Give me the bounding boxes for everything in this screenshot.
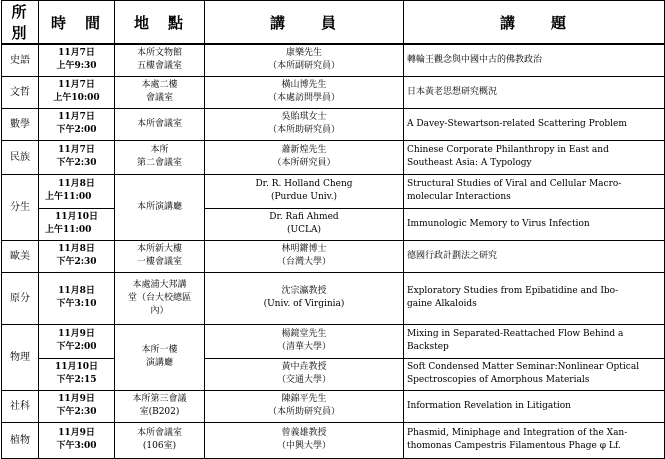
speaker-affiliation: (UCLA)	[287, 225, 321, 235]
place-cell	[115, 390, 205, 422]
topic-cell: A Davey-Stewartson-related Scattering Problem	[404, 108, 665, 140]
time-cell	[39, 390, 115, 422]
place-cell	[115, 422, 205, 458]
speaker-name: Dr. R. Holland Cheng	[255, 179, 353, 189]
place-cell	[115, 76, 205, 108]
place-text: 堂（台大校總區	[127, 292, 191, 303]
speaker-cell	[205, 208, 404, 240]
speaker-cell	[205, 272, 404, 324]
time-text: 下午2:30	[56, 158, 97, 168]
topic-cell	[404, 174, 665, 208]
place-text: 本所一樓	[141, 345, 178, 355]
time-cell	[39, 324, 115, 358]
topic-cell	[404, 422, 665, 458]
speaker-affiliation: (Purdue Univ.)	[270, 192, 338, 202]
place-text: 本所	[150, 145, 169, 155]
place-text: 五樓會議室	[136, 61, 182, 72]
speaker-affiliation: （台灣大學）	[276, 257, 331, 267]
speaker-cell	[205, 174, 404, 208]
speaker-name: 曾義雄教授	[281, 428, 327, 438]
place-cell	[115, 240, 205, 272]
table-row	[2, 44, 665, 76]
topic-text: Phasmid, Miniphage and Integration of the Xan-	[407, 428, 628, 438]
time-text: 下午2:15	[56, 375, 97, 385]
speaker-name: Dr. Rafi Ahmed	[269, 212, 339, 222]
speaker-cell	[205, 44, 404, 76]
place-text: 一樓會議室	[136, 257, 182, 267]
time-text: 下午2:00	[56, 342, 97, 352]
place-cell	[115, 108, 205, 140]
place-cell	[115, 324, 205, 390]
topic-cell: 德國行政計劃法之研究	[404, 240, 665, 272]
place-cell: 本所演講廳	[115, 174, 205, 240]
dept-cell: 史語	[2, 44, 39, 76]
topic-cell	[404, 140, 665, 174]
dept-cell: 民族	[2, 140, 39, 174]
topic-text: thomonas Campestris Filamentous Phage φ Lf.	[407, 441, 621, 451]
table-row	[2, 324, 665, 358]
speaker-name: 沈宗瀛教授	[281, 286, 327, 296]
header-dept: 所別	[2, 1, 39, 45]
time-cell	[39, 44, 115, 76]
time-cell	[39, 108, 115, 140]
speaker-affiliation: （本處訪問學員）	[267, 93, 340, 103]
table-row	[2, 108, 665, 140]
speaker-affiliation: （交通大學）	[276, 375, 331, 385]
place-text: 內）	[150, 305, 169, 316]
place-text: 會議室	[145, 93, 173, 103]
topic-text: Spectroscopies of Amorphous Materials	[407, 375, 590, 385]
time-text: 下午3:10	[56, 299, 97, 309]
speaker-affiliation: （清華大學）	[276, 342, 331, 352]
place-cell	[115, 44, 205, 76]
time-text: 上午11:00	[45, 225, 92, 235]
time-cell	[39, 422, 115, 458]
speaker-name: 蕭新煌先生	[281, 145, 327, 155]
header-row	[2, 1, 665, 45]
topic-text: Chinese Corporate Philanthropy in East and	[407, 145, 609, 155]
place-text: (106室)	[142, 441, 177, 451]
topic-cell	[404, 324, 665, 358]
table-row	[2, 240, 665, 272]
speaker-affiliation: （本所助研究員）	[267, 125, 340, 135]
header-place: 地 點	[115, 1, 205, 45]
speaker-affiliation: (Univ. of Virginia)	[263, 299, 345, 309]
table-row	[2, 422, 665, 458]
topic-cell: Information Revelation in Litigation	[404, 390, 665, 422]
speaker-cell	[205, 358, 404, 390]
time-text: 上午10:00	[53, 93, 100, 103]
date-text: 11月10日	[54, 212, 99, 222]
time-text: 上午11:00	[45, 192, 92, 202]
speaker-cell	[205, 390, 404, 422]
date-text: 11月8日	[58, 286, 95, 296]
time-text: 上午9:30	[56, 61, 97, 72]
topic-text: gaine Alkaloids	[407, 299, 477, 309]
header-topic: 講 題	[404, 1, 665, 45]
topic-cell	[404, 358, 665, 390]
dept-cell: 原分	[2, 272, 39, 324]
speaker-cell	[205, 76, 404, 108]
speaker-cell	[205, 422, 404, 458]
place-text: 本所第三會議	[132, 394, 187, 404]
topic-cell	[404, 272, 665, 324]
speaker-affiliation: （本所助研究員）	[267, 407, 340, 417]
speaker-name: 黃中垚教授	[281, 362, 327, 372]
speaker-name: 康樂先生	[285, 48, 322, 59]
topic-text: Soft Condensed Matter Seminar:Nonlinear Optical	[407, 362, 640, 372]
time-text: 下午2:00	[56, 125, 97, 135]
speaker-cell	[205, 108, 404, 140]
place-text: 室(B202)	[139, 407, 180, 417]
speaker-name: 楊鏡堂先生	[281, 329, 327, 339]
place-text: 第二會議室	[136, 158, 182, 168]
dept-cell: 數學	[2, 108, 39, 140]
date-text: 11月9日	[58, 428, 95, 438]
table-row	[2, 390, 665, 422]
date-text: 11月7日	[58, 48, 95, 59]
time-cell	[39, 174, 115, 208]
speaker-cell	[205, 140, 404, 174]
time-cell	[39, 240, 115, 272]
dept-cell: 物理	[2, 324, 39, 390]
time-cell	[39, 208, 115, 240]
date-text: 11月7日	[58, 112, 95, 122]
place-text: 演講廳	[145, 358, 173, 368]
speaker-name: 橫山博先生	[281, 80, 327, 90]
time-text: 下午3:00	[56, 441, 97, 451]
dept-cell: 歐美	[2, 240, 39, 272]
date-text: 11月9日	[58, 394, 95, 404]
place-text: 本處二樓	[141, 80, 178, 90]
topic-text: Mixing in Separated-Reattached Flow Behind a	[407, 329, 624, 339]
date-text: 11月7日	[58, 145, 95, 155]
place-text: 本所文物館	[136, 48, 182, 59]
date-text: 11月8日	[58, 179, 95, 189]
place-text: 本所新大樓	[136, 244, 182, 254]
date-text: 11月9日	[58, 329, 95, 339]
time-cell	[39, 140, 115, 174]
date-text: 11月7日	[58, 80, 95, 90]
topic-cell: 轉輪王觀念與中國中古的佛教政治	[404, 44, 665, 76]
place-text: 本所會議室	[136, 428, 182, 438]
time-text: 下午2:30	[56, 257, 97, 267]
speaker-name: 陳錦平先生	[281, 394, 327, 404]
time-cell	[39, 272, 115, 324]
table-row	[2, 174, 665, 208]
topic-text: Southeast Asia: A Typology	[407, 158, 532, 168]
topic-cell: Immunologic Memory to Virus Infection	[404, 208, 665, 240]
date-text: 11月8日	[58, 244, 95, 254]
topic-text: molecular Interactions	[407, 192, 511, 202]
speaker-cell	[205, 324, 404, 358]
table-row	[2, 272, 665, 324]
speaker-affiliation: （本所副研究員）	[267, 61, 340, 72]
speaker-name: 吳貽琪女士	[281, 112, 327, 122]
table-row	[2, 358, 665, 390]
place-cell	[115, 272, 205, 324]
seminar-schedule-table	[1, 0, 665, 459]
time-cell	[39, 76, 115, 108]
speaker-affiliation: （本所研究員）	[272, 158, 336, 168]
dept-cell: 分生	[2, 174, 39, 240]
table-row	[2, 76, 665, 108]
speaker-affiliation: （中興大學）	[276, 441, 331, 451]
table-row	[2, 208, 665, 240]
topic-text: Backstep	[407, 342, 449, 352]
topic-text: Exploratory Studies from Epibatidine and Ibo-	[407, 286, 619, 296]
speaker-cell	[205, 240, 404, 272]
header-speaker: 講 員	[205, 1, 404, 45]
dept-cell: 文哲	[2, 76, 39, 108]
topic-text: Structural Studies of Viral and Cellular Macro-	[407, 179, 622, 189]
time-cell	[39, 358, 115, 390]
speaker-name: 林明鏘博士	[281, 244, 327, 254]
topic-cell: 日本黃老思想研究概況	[404, 76, 665, 108]
dept-cell: 植物	[2, 422, 39, 458]
place-cell	[115, 140, 205, 174]
date-text: 11月10日	[54, 362, 99, 372]
dept-cell: 社科	[2, 390, 39, 422]
place-text: 本處浦大邦講	[132, 279, 187, 290]
header-time: 時 間	[39, 1, 115, 45]
place-text: 本所會議室	[136, 118, 182, 129]
table-row	[2, 140, 665, 174]
time-text: 下午2:30	[56, 407, 97, 417]
